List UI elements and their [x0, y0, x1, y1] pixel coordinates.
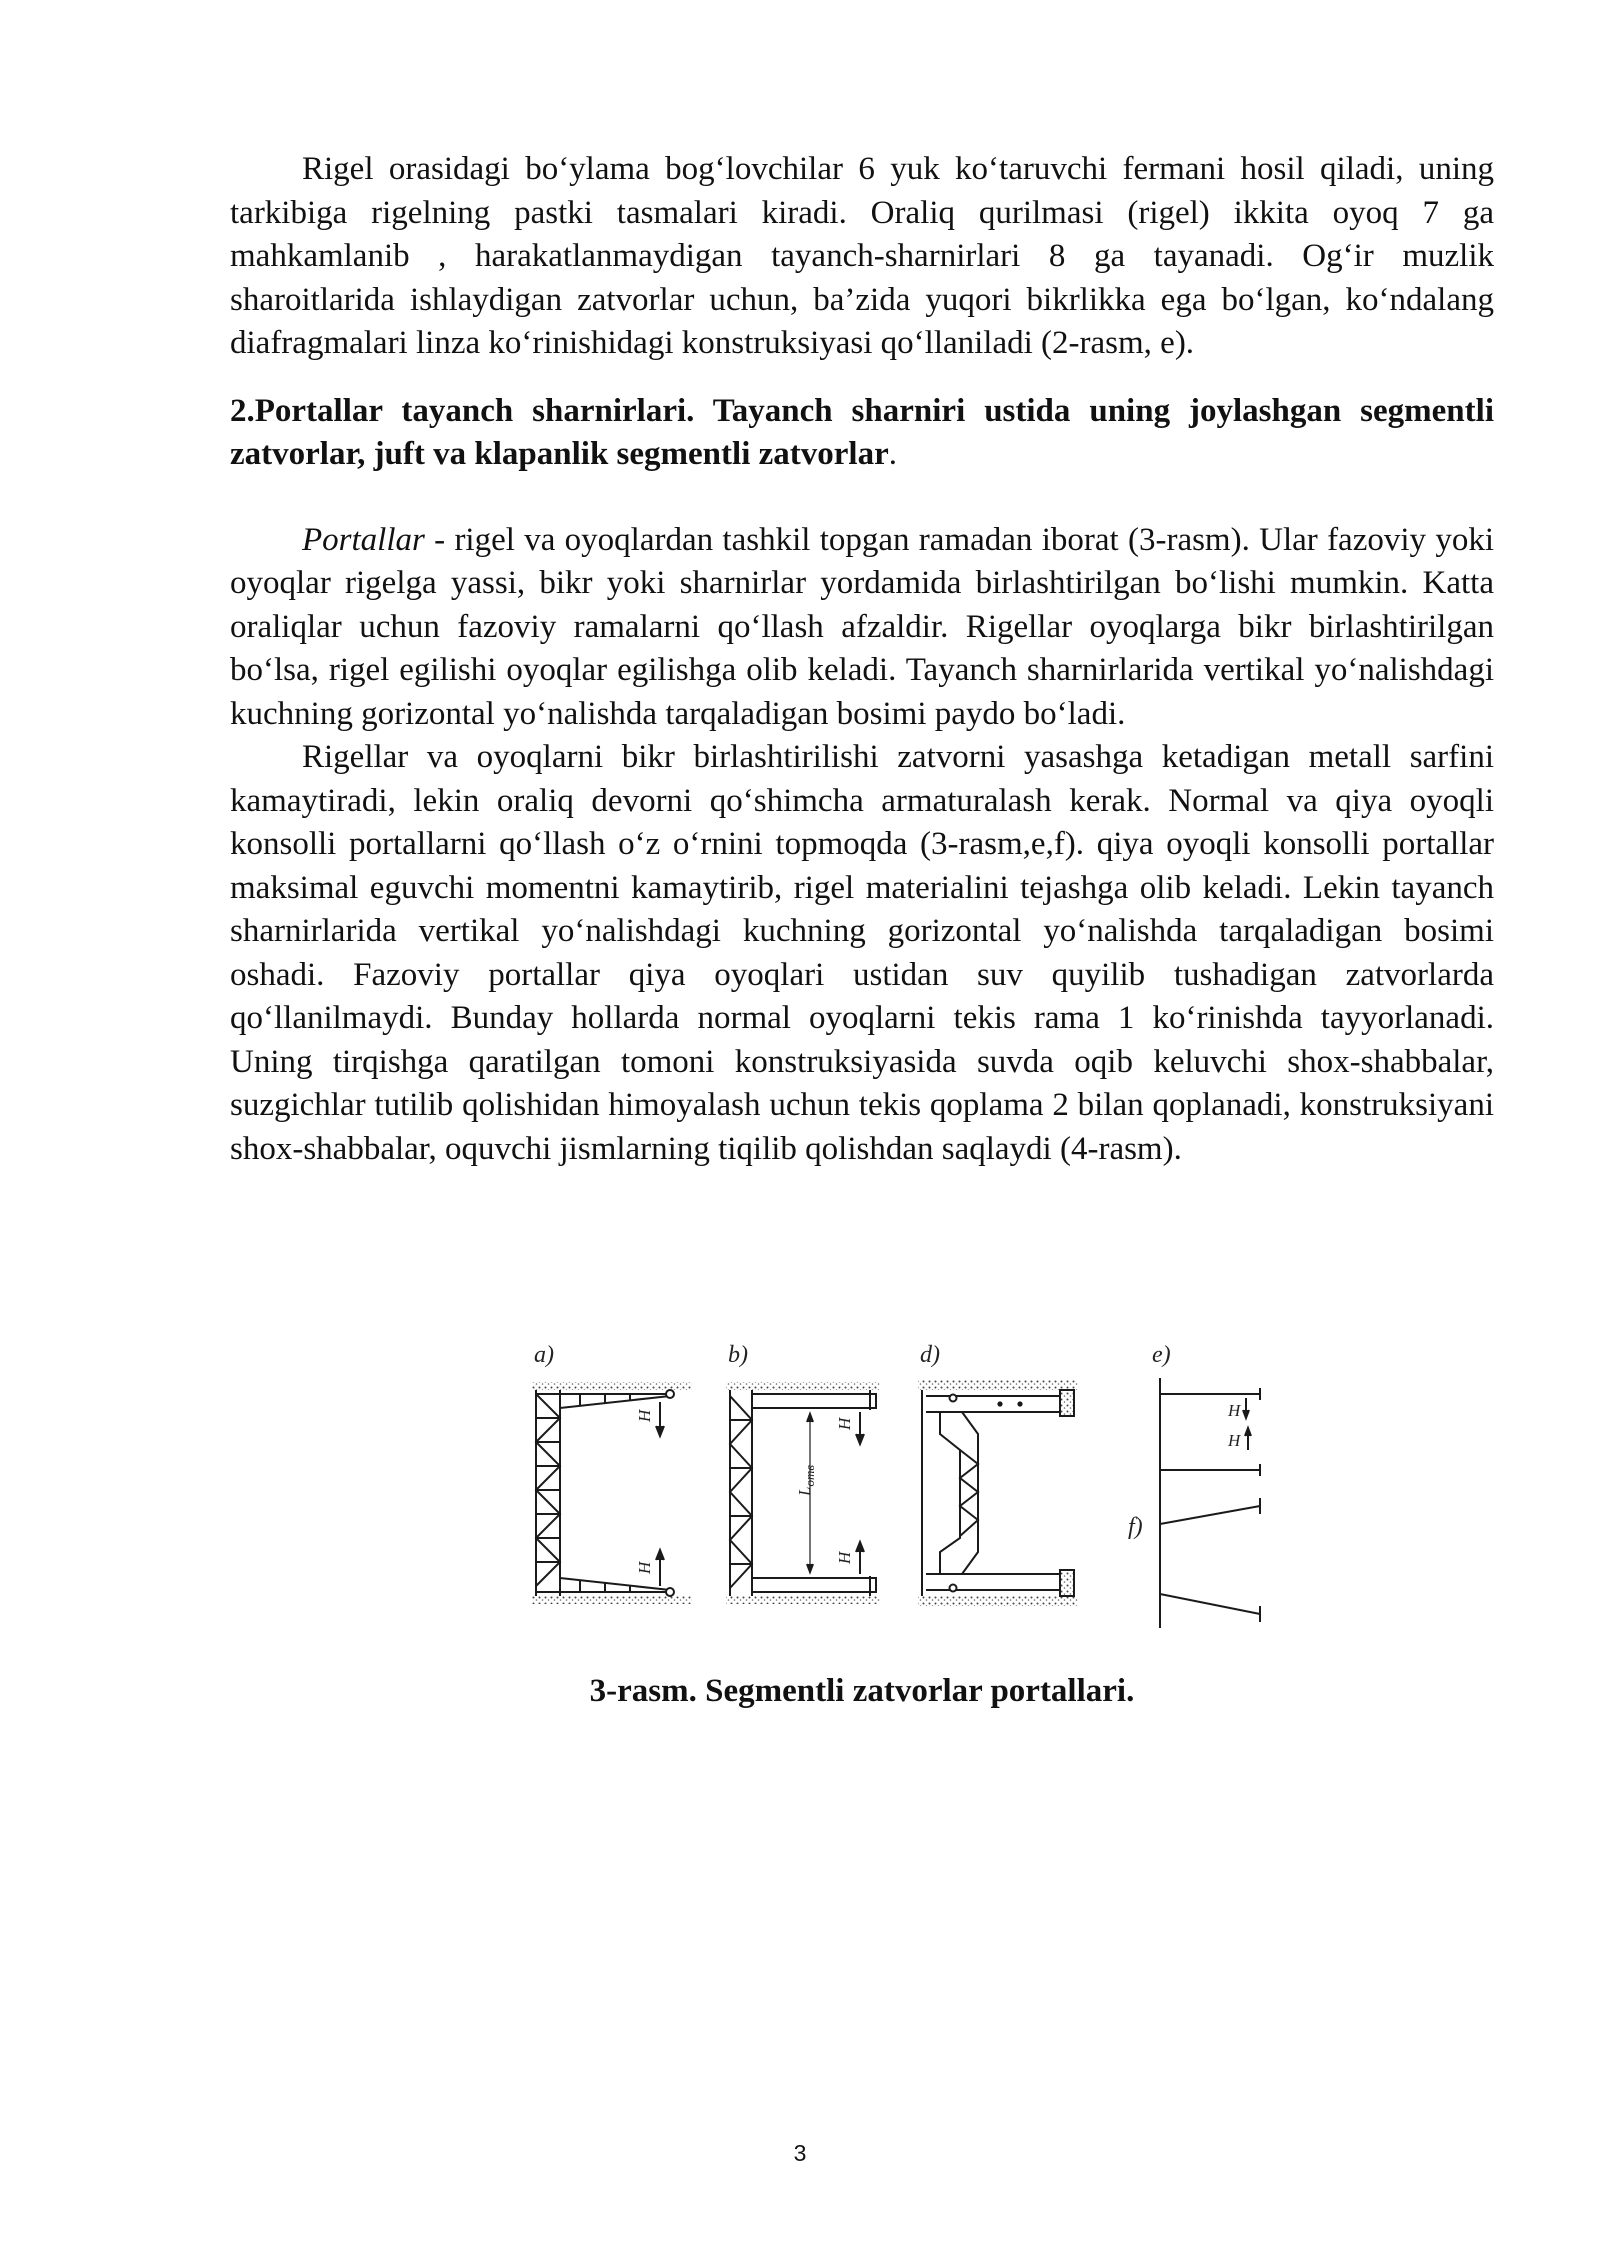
span-label: $L_{отв}$ [795, 1465, 817, 1496]
section-heading-text: 2.Portallar tayanch sharnirlari. Tayanch sharniri ustida uning joylashgan segmentli zatvorlar, juft va klapanlik segmentli zatvorlar [230, 392, 1494, 472]
portal-e-f [1160, 1378, 1260, 1628]
paragraph-2-text: - rigel va oyoqlardan tashkil topgan ramadan iborat (3-rasm). Ular fazoviy yoki oyoqlar rigelga yassi, bikr yoki sharnirlar yordamida birlashtirilgan bo‘lishi mumkin. Katta oraliqlar uchun fazoviy ramalarni qo‘llash afzaldir. Rigellar oyoqlarga bikr birlashtirilgan bo‘lsa, rigel egilishi oyoqlar egilishga olib keladi. Tayanch sharnirlarida vertikal yo‘nalishdagi kuchning gorizontal yo‘nalishda tarqaladigan bosimi paydo bo‘ladi. [230, 521, 1494, 732]
label-b: b) [728, 1342, 748, 1368]
portal-d [918, 1380, 1078, 1606]
force-label-e-bottom: H [1228, 1431, 1241, 1450]
text-body [230, 148, 1494, 1171]
figure-3-portals [520, 1338, 1280, 1638]
paragraph-2 [230, 519, 1494, 737]
force-label-b-bottom: H [835, 1551, 854, 1564]
paragraph-1: Rigel orasidagi bo‘ylama bog‘lovchilar 6 yuk ko‘taruvchi fermani hosil qiladi, uning tarkibiga rigelning pastki tasmalari kiradi. Oraliq qurilmasi (rigel) ikkita oyoq 7 ga mahkamlanib , harakatlanmaydigan tayanch-sharnirlari 8 ga tayanadi. Og‘ir muzlik sharoitlarida ishlaydigan zatvorlar uchun, ba’zida yuqori bikrlikka ega bo‘lgan, ko‘ndalang diafragmalari linza ko‘rinishidagi konstruksiyasi qo‘llaniladi (2-rasm, e). [230, 151, 1494, 361]
paragraph-3: Rigellar va oyoqlarni bikr birlashtirilishi zatvorni yasashga ketadigan metall sarfini kamaytiradi, lekin oraliq devorni qo‘shimcha armaturalash kerak. Normal va qiya oyoqli konsolli portallarni qo‘llash o‘z o‘rnini topmoqda (3-rasm,e,f). qiya oyoqli konsolli portallar maksimal eguvchi momentni kamaytirib, rigel materialini tejashga olib keladi. Lekin tayanch sharnirlarida vertikal yo‘nalishdagi kuchning gorizontal yo‘nalishda tarqaladigan bosimi oshadi. Fazoviy portallar qiya oyoqlari ustidan suv quyilib tushadigan zatvorlarda qo‘llanilmaydi. Bunday hollarda normal oyoqlarni tekis rama 1 ko‘rinishda tayyorlanadi. Uning tirqishga qaratilgan tomoni konstruksiyasida suvda oqib keluvchi shox-shabbalar, suzgichlar tutilib qolishidan himoyalash uchun tekis qoplama 2 bilan qoplanadi, konstruksiyani shox-shabbalar, oquvchi jismlarning tiqilib qolishdan saqlaydi (4-rasm). [230, 739, 1494, 1167]
label-e: e) [1152, 1342, 1171, 1368]
force-label-a-top: H [635, 1409, 654, 1422]
page-number: 3 [793, 2140, 807, 2166]
term-portallar: Portallar [302, 521, 425, 558]
portal-a [532, 1382, 692, 1604]
force-label-b-top: H [835, 1417, 854, 1430]
label-d: d) [920, 1342, 940, 1368]
figure-caption: 3-rasm. Segmentli zatvorlar portallari. [589, 1673, 1135, 1709]
section-heading-period: . [888, 436, 897, 472]
force-label-a-bottom: H [635, 1561, 654, 1574]
portal-b [726, 1382, 880, 1604]
label-a: a) [534, 1342, 554, 1368]
label-f: f) [1128, 1514, 1143, 1540]
section-heading [230, 390, 1494, 477]
force-label-e-top: H [1228, 1401, 1241, 1420]
